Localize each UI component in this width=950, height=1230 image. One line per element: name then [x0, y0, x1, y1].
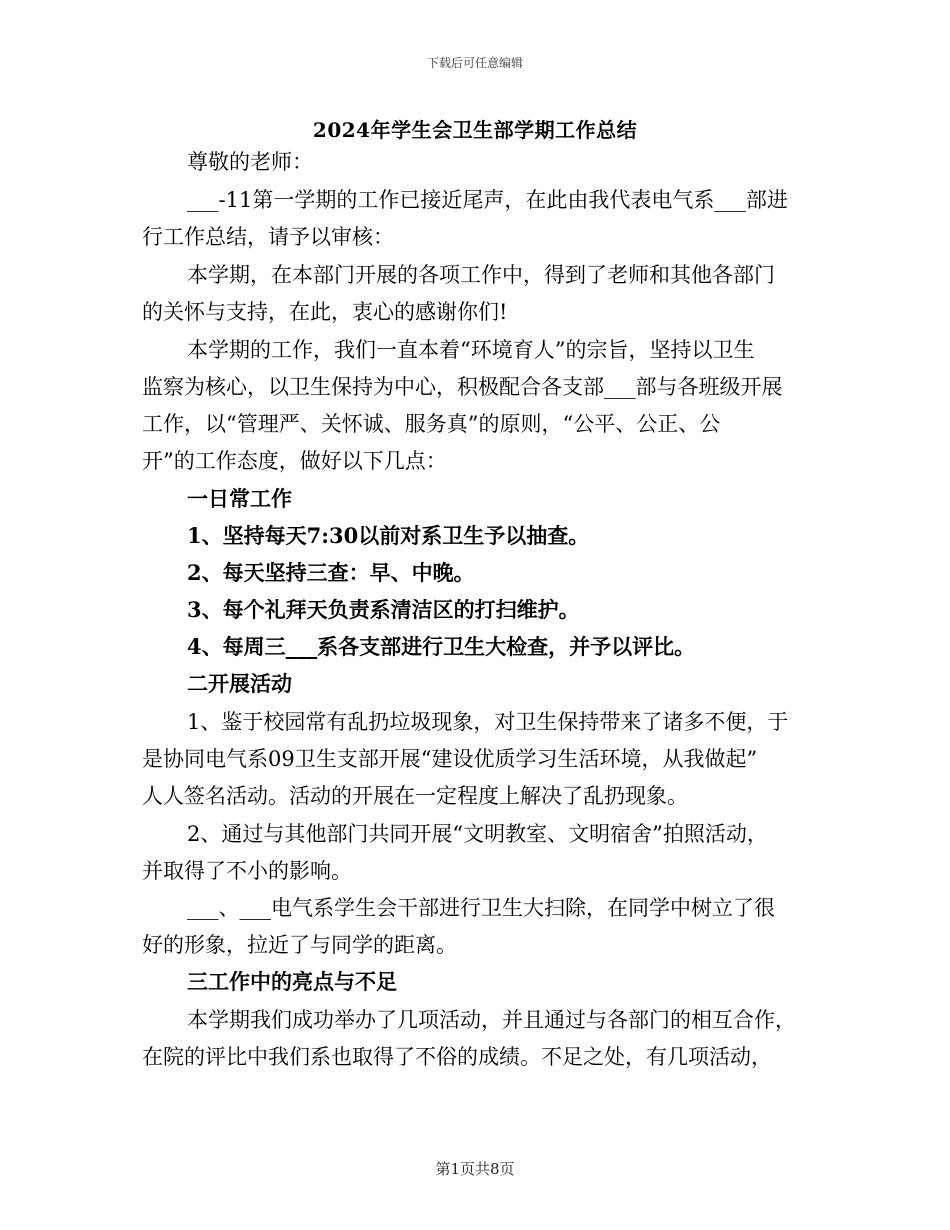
paragraph-line: 本学期的工作，我们一直本着“环境育人”的宗旨，坚持以卫生	[187, 338, 755, 362]
paragraph-line: 行工作总结，请予以审核：	[142, 225, 394, 249]
section-heading: 二开展活动	[187, 671, 292, 696]
paragraph-line: 本学期我们成功举办了几项活动，并且通过与各部门的相互合作，	[187, 1008, 796, 1032]
section-heading: 三工作中的亮点与不足	[187, 969, 397, 994]
paragraph-line: 工作，以“管理严、关怀诚、服务真”的原则，“公平、公正、公	[142, 412, 721, 436]
paragraph-line: 1、鉴于校园常有乱扔垃圾现象，对卫生保持带来了诸多不便，于	[187, 710, 789, 734]
list-item: 4、每周三___系各支部进行卫生大检查，并予以评比。	[187, 634, 696, 659]
paragraph-line: 开”的工作态度，做好以下几点：	[142, 449, 447, 473]
section-heading: 一日常工作	[187, 486, 292, 511]
paragraph-line: 2、通过与其他部门共同开展“文明教室、文明宿舍”拍照活动，	[187, 822, 768, 846]
header-note: 下载后可任意编辑	[426, 56, 523, 70]
paragraph-line: 在院的评比中我们系也取得了不俗的成绩。不足之处，有几项活动，	[142, 1045, 772, 1069]
paragraph-line: 监察为核心，以卫生保持为中心，积极配合各支部___部与各班级开展	[142, 375, 783, 399]
paragraph-line: 本学期，在本部门开展的各项工作中，得到了老师和其他各部门	[187, 263, 775, 287]
paragraph-line: 是协同电气系09卫生支部开展“建设优质学习生活环境，从我做起”	[142, 747, 758, 771]
paragraph-line: ___-11第一学期的工作已接近尾声，在此由我代表电气系___部进	[187, 188, 788, 212]
page-footer: 第1页共8页	[435, 1160, 515, 1178]
paragraph-line: 好的形象，拉近了与同学的距离。	[142, 933, 457, 957]
list-item: 2、每天坚持三查：早、中晚。	[187, 560, 475, 585]
list-item: 3、每个礼拜天负责系清洁区的打扫维护。	[187, 597, 580, 622]
paragraph-line: ___、___电气系学生会干部进行卫生大扫除，在同学中树立了很	[187, 896, 775, 920]
salutation: 尊敬的老师：	[187, 150, 313, 174]
list-item: 1、坚持每天7:30以前对系卫生予以抽查。	[187, 523, 590, 548]
paragraph-line: 并取得了不小的影响。	[142, 859, 352, 883]
paragraph-line: 人人签名活动。活动的开展在一定程度上解决了乱扔现象。	[142, 784, 688, 808]
document-title: 2024年学生会卫生部学期工作总结	[312, 118, 638, 142]
paragraph-line: 的关怀与支持，在此，衷心的感谢你们!	[142, 300, 508, 324]
